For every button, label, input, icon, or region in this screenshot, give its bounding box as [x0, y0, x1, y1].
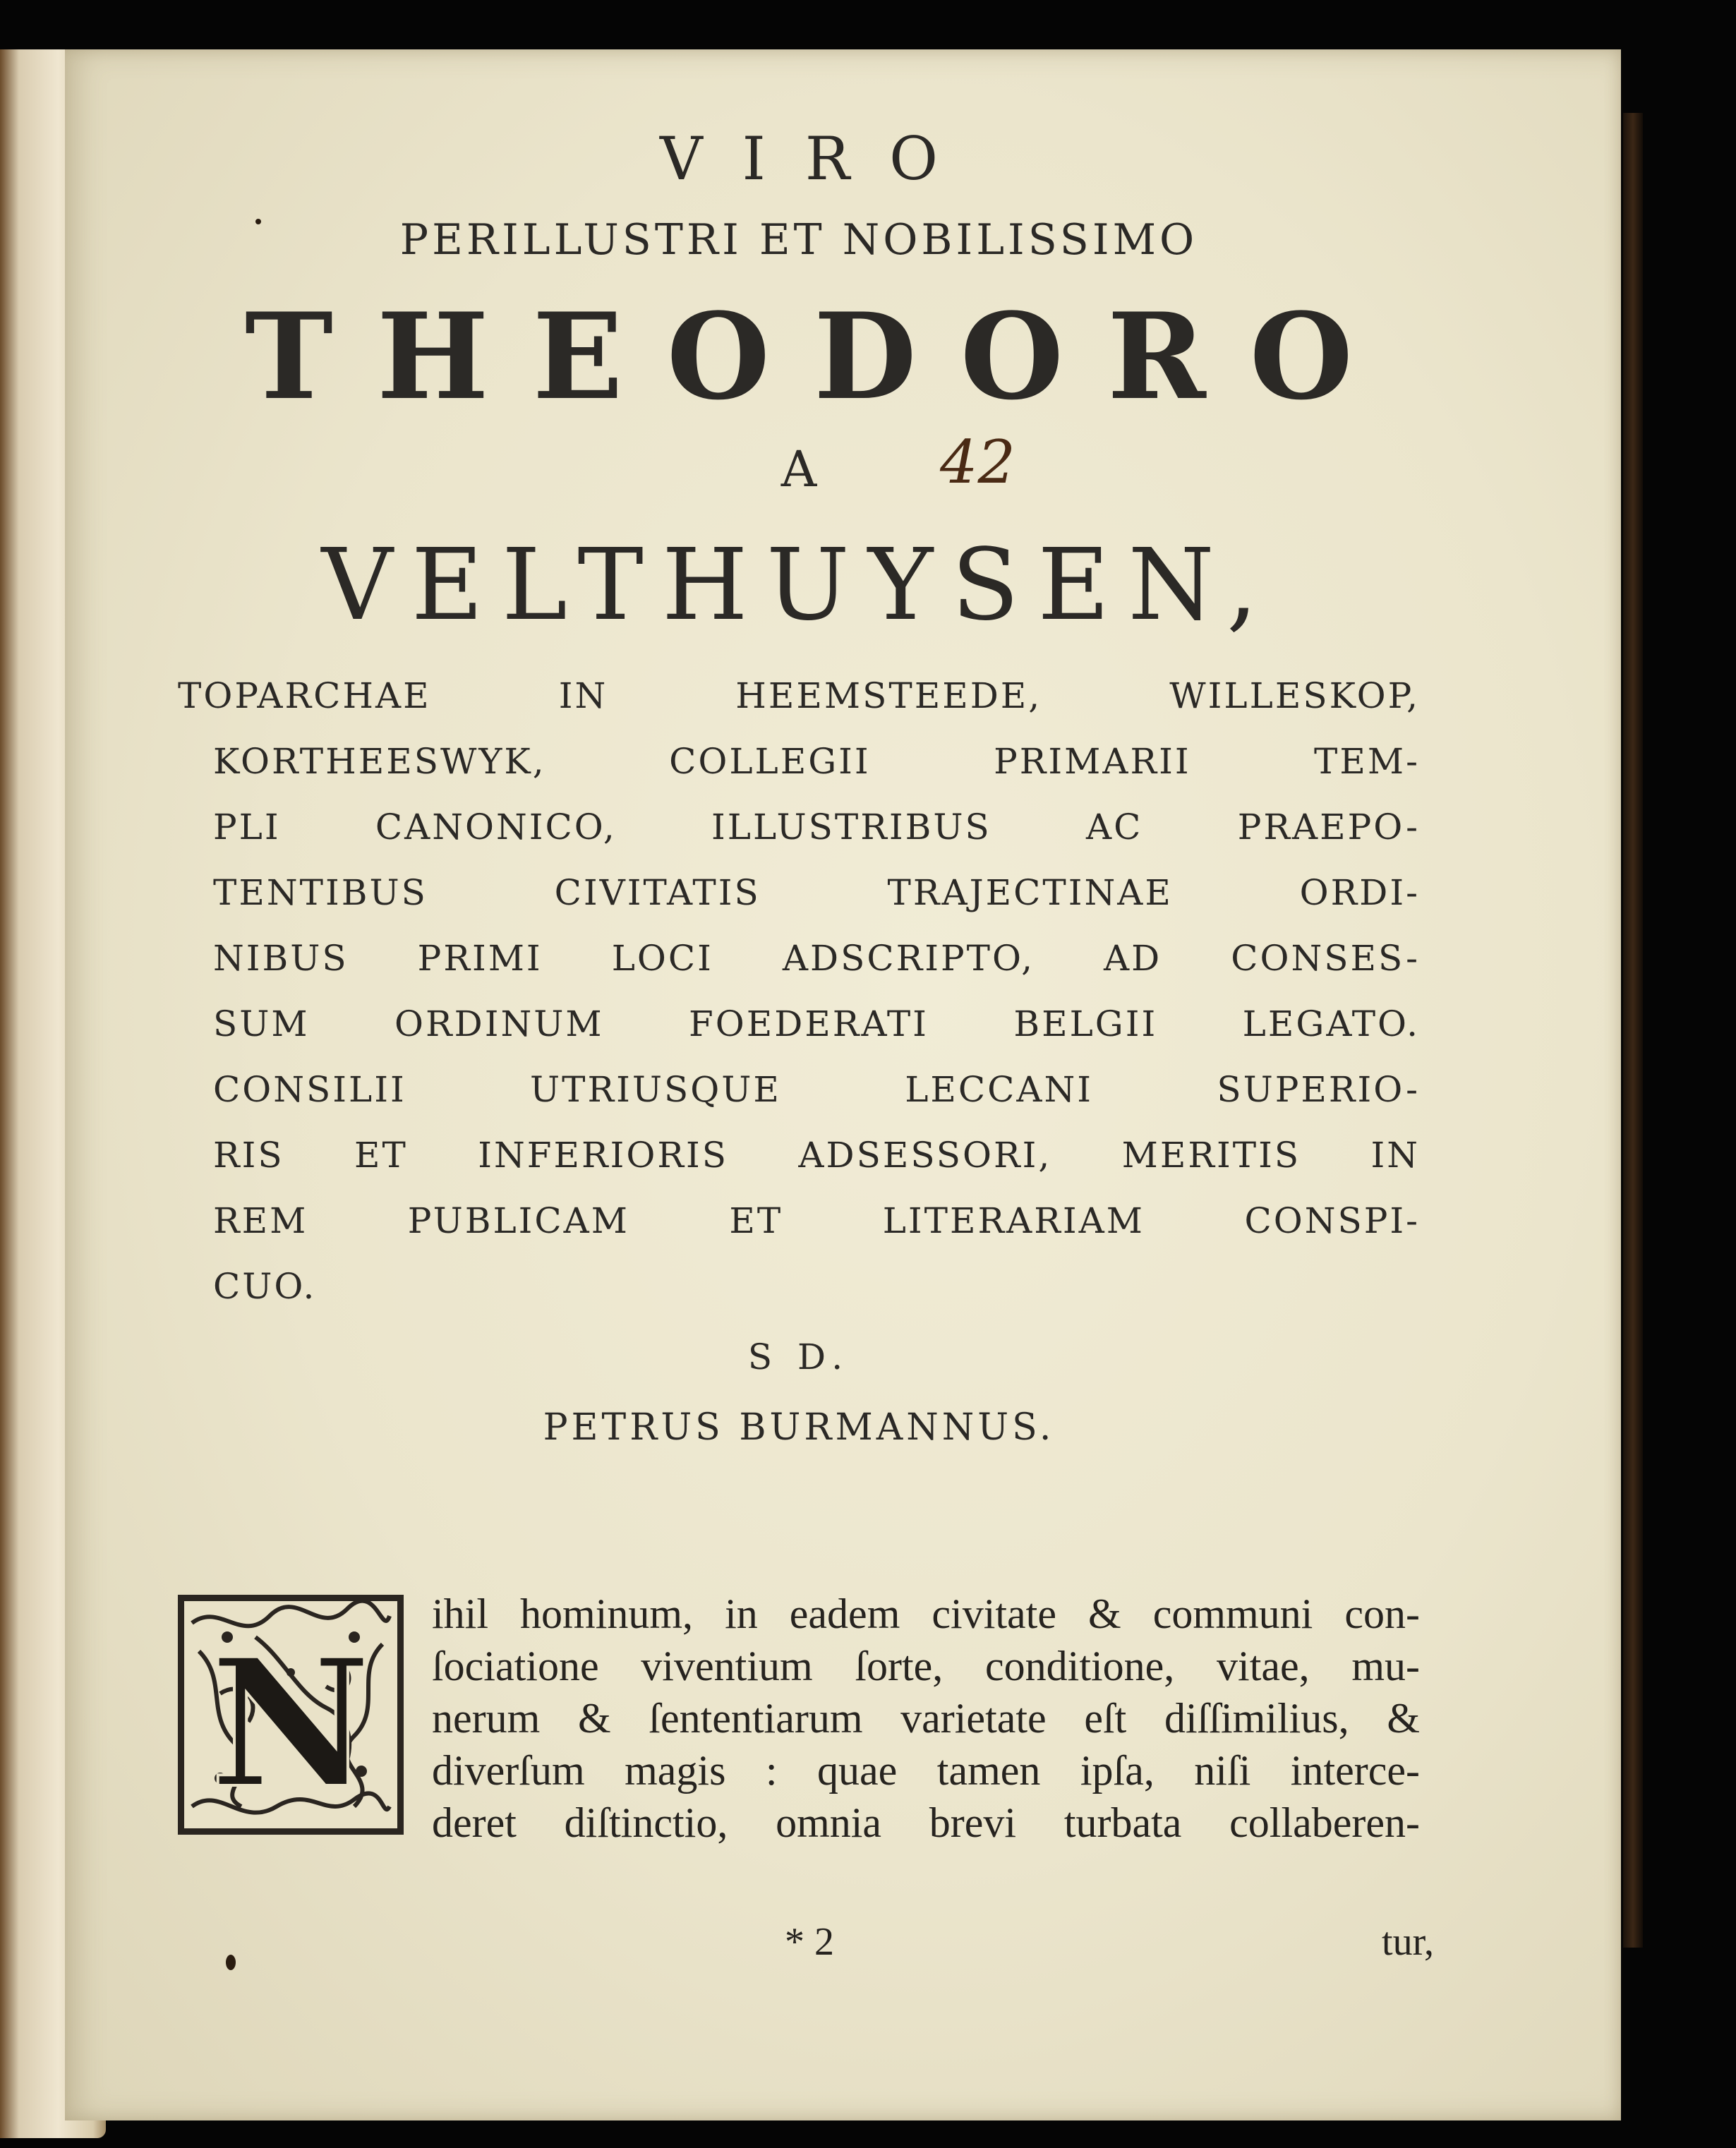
author-name: PETRUS BURMANNUS. — [543, 1406, 1055, 1449]
body-line: nerum & ſententiarum varietate eſt diſſimilius, & — [432, 1695, 1420, 1742]
heading-perillustri: PERILLUSTRI ET NOBILISSIMO — [399, 215, 1198, 265]
book-page — [65, 49, 1621, 2120]
body-line: deret diſtinctio, omnia brevi turbata collaberen- — [432, 1799, 1420, 1846]
dedication-line: CONSILII UTRIUSQUE LECCANI SUPERIO- — [213, 1069, 1420, 1110]
ink-speck — [226, 1955, 236, 1970]
heading-a-line — [178, 430, 1420, 508]
handwritten-note: 42 — [940, 428, 1015, 497]
svg-text:N: N — [210, 1619, 372, 1827]
dedication-line: PLI CANONICO, ILLUSTRIBUS AC PRAEPO- — [213, 807, 1420, 847]
signature-mark: * 2 — [785, 1920, 834, 1964]
body-line: diverſum magis : quae tamen ipſa, niſi interce- — [432, 1747, 1420, 1794]
dedication-line: TENTIBUS CIVITATIS TRAJECTINAE ORDI- — [213, 872, 1420, 913]
ink-speck — [255, 219, 261, 224]
dedication-line: TOPARCHAE IN HEEMSTEEDE, WILLESKOP, — [178, 675, 1420, 716]
dedication-line: REM PUBLICAM ET LITERARIAM CONSPI- — [213, 1200, 1420, 1241]
decorated-initial-n-icon — [178, 1595, 404, 1835]
body-line: ſociatione viventium ſorte, conditione, vitae, mu- — [432, 1643, 1420, 1689]
dedication-line: CUO. — [213, 1266, 317, 1307]
body-paragraph — [432, 1588, 1420, 1849]
dedication-line: KORTHEESWYK, COLLEGII PRIMARII TEM- — [213, 741, 1420, 782]
catchword: tur, — [1382, 1920, 1434, 1964]
dedication-block — [178, 663, 1420, 1320]
body-line: ihil hominum, in eadem civitate & communi con- — [432, 1591, 1420, 1637]
salutation: S D. — [747, 1337, 850, 1377]
dedication-line: RIS ET INFERIORIS ADSESSORI, MERITIS IN — [213, 1135, 1420, 1176]
heading-a: A — [780, 440, 817, 498]
page-footer — [178, 1919, 1434, 1969]
page-content — [178, 120, 1434, 1964]
heading-viro: VIRO — [660, 124, 977, 193]
heading-velthuysen: VELTHUYSEN, — [321, 528, 1277, 643]
heading-theodoro: THEODORO — [244, 286, 1397, 426]
dedication-line: NIBUS PRIMI LOCI ADSCRIPTO, AD CONSES- — [213, 938, 1420, 979]
book-edge — [1623, 113, 1643, 1948]
dedication-line: SUM ORDINUM FOEDERATI BELGII LEGATO. — [213, 1003, 1420, 1044]
